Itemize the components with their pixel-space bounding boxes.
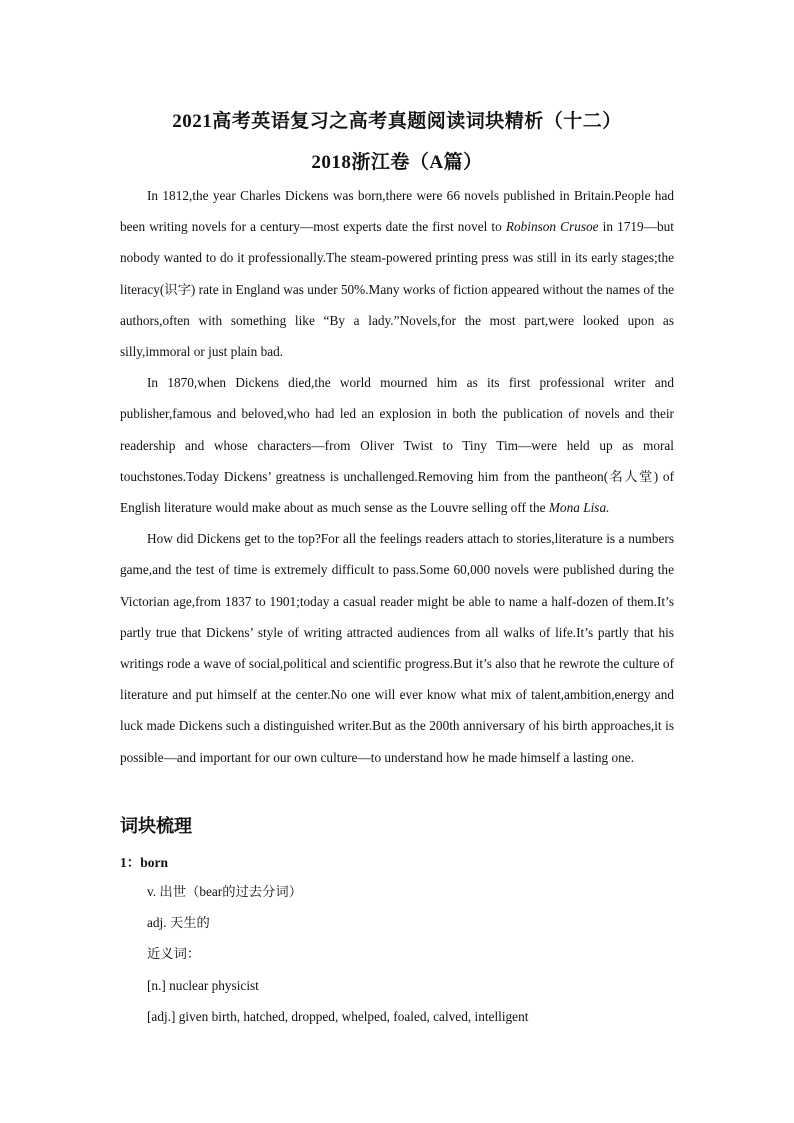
- vocab-line: [n.] nuclear physicist: [147, 977, 259, 993]
- paragraph-text: in 1719—but nobody wanted to do it professionally.The steam-powered printing press was still in its early stages;the literacy(识字) rate in England was under 50%.Many works of fiction appeared without the names of the authors,often with something like “By a lady.”Novels,for the most part,were looked upon as silly,immoral or just plain bad.: [120, 219, 674, 360]
- vocab-entry-head: 1：born: [120, 855, 169, 870]
- book-title: Robinson Crusoe: [505, 219, 599, 235]
- vocab-section-heading: 词块梳理: [120, 816, 192, 836]
- passage-paragraph-2: [120, 367, 674, 523]
- vocab-line: [adj.] given birth, hatched, dropped, whelped, foaled, calved, intelligent: [147, 1008, 529, 1024]
- paragraph-text: In 1812,the year Charles Dickens was born,there were 66 novels published in Britain.People had been writing novels for a century—most experts date the first novel to: [120, 188, 674, 235]
- vocab-line: adj. 天生的: [147, 915, 210, 931]
- paragraph-text: In 1870,when Dickens died,the world mourned him as its first professional writer and publisher,famous and beloved,who had led an explosion in both the publication of novels and their readership and whose characters—from Oliver Twist to Tiny Tim—were held up as moral touchstones.Today Dickens’ greatness is unchallenged.Removing him from the pantheon(名人堂) of English literature would make about as much sense as the Louvre selling off the: [120, 375, 674, 516]
- paragraph-text: How did Dickens get to the top?For all the feelings readers attach to stories,literature is a numbers game,and the test of time is extremely difficult to pass.Some 60,000 novels were published during the Victorian age,from 1837 to 1901;today a casual reader might be able to name a half-dozen of them.It’s partly true that Dickens’ style of writing attracted audiences from all walks of life.It’s partly that his writings rode a wave of social,political and scientific progress.But it’s also that he rewrote the culture of literature and put himself at the center.No one will ever know what mix of talent,ambition,energy and luck made Dickens such a distinguished writer.But as the 200th anniversary of his birth approaches,it is possible—and important for our own culture—to understand how he made himself a lasting one.: [120, 531, 674, 765]
- passage: [120, 180, 674, 773]
- vocab-line: v. 出世（bear的过去分词）: [147, 884, 302, 899]
- artwork-title: Mona Lisa.: [548, 500, 610, 516]
- passage-paragraph-1: [120, 180, 674, 367]
- document-subtitle: 2018浙江卷（A篇）: [311, 152, 483, 173]
- passage-paragraph-3: [120, 523, 674, 773]
- document-title: 2021高考英语复习之高考真题阅读词块精析（十二）: [172, 111, 622, 132]
- vocab-entry-lines: [147, 876, 687, 1032]
- vocab-line: 近义词：: [147, 946, 201, 962]
